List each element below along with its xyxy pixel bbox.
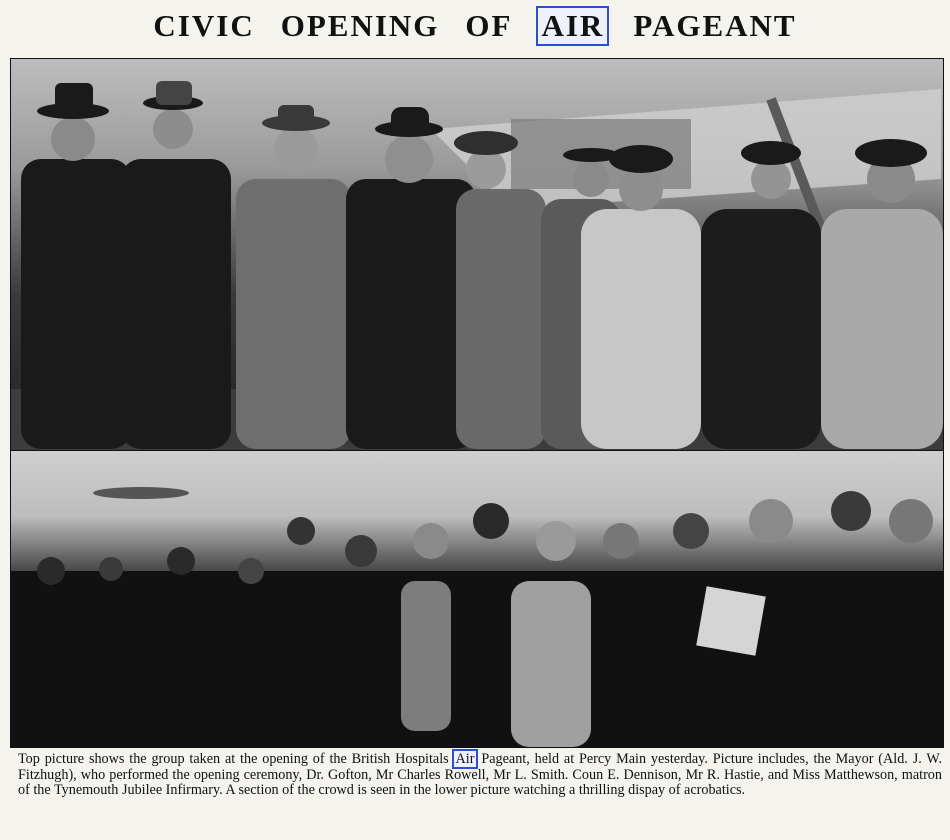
crowd-photo-illustration [11, 451, 943, 747]
search-highlight-word: Air [455, 751, 475, 767]
headline-word: PAGEANT [633, 8, 797, 43]
top-photo [10, 58, 944, 452]
search-highlight-word: AIR [538, 8, 607, 44]
headline [0, 4, 950, 48]
caption-text: Top picture shows the group taken at the opening of the British Hospitals [18, 751, 454, 767]
photo-caption [18, 752, 942, 799]
headline-word: CIVIC [153, 8, 255, 43]
headline-word: OF [465, 8, 513, 43]
bottom-photo [10, 450, 944, 748]
group-photo-illustration [11, 59, 943, 451]
headline-word: OPENING [280, 8, 440, 43]
caption-text: Pageant, held at Percy Main yesterday. Picture includes, the Mayor (Ald. J. W. Fitzhugh), who performed the opening ceremony, Dr. Gofton, Mr Charles Rowell, Mr L. Smith. Coun E. Dennison, Mr R. Hastie, and Miss Matthewson, matron of the Tynemouth Jubilee Infirmary. A section of the crowd is seen in the lower picture watching a thrilling dispay of acrobatics. [18, 751, 942, 798]
